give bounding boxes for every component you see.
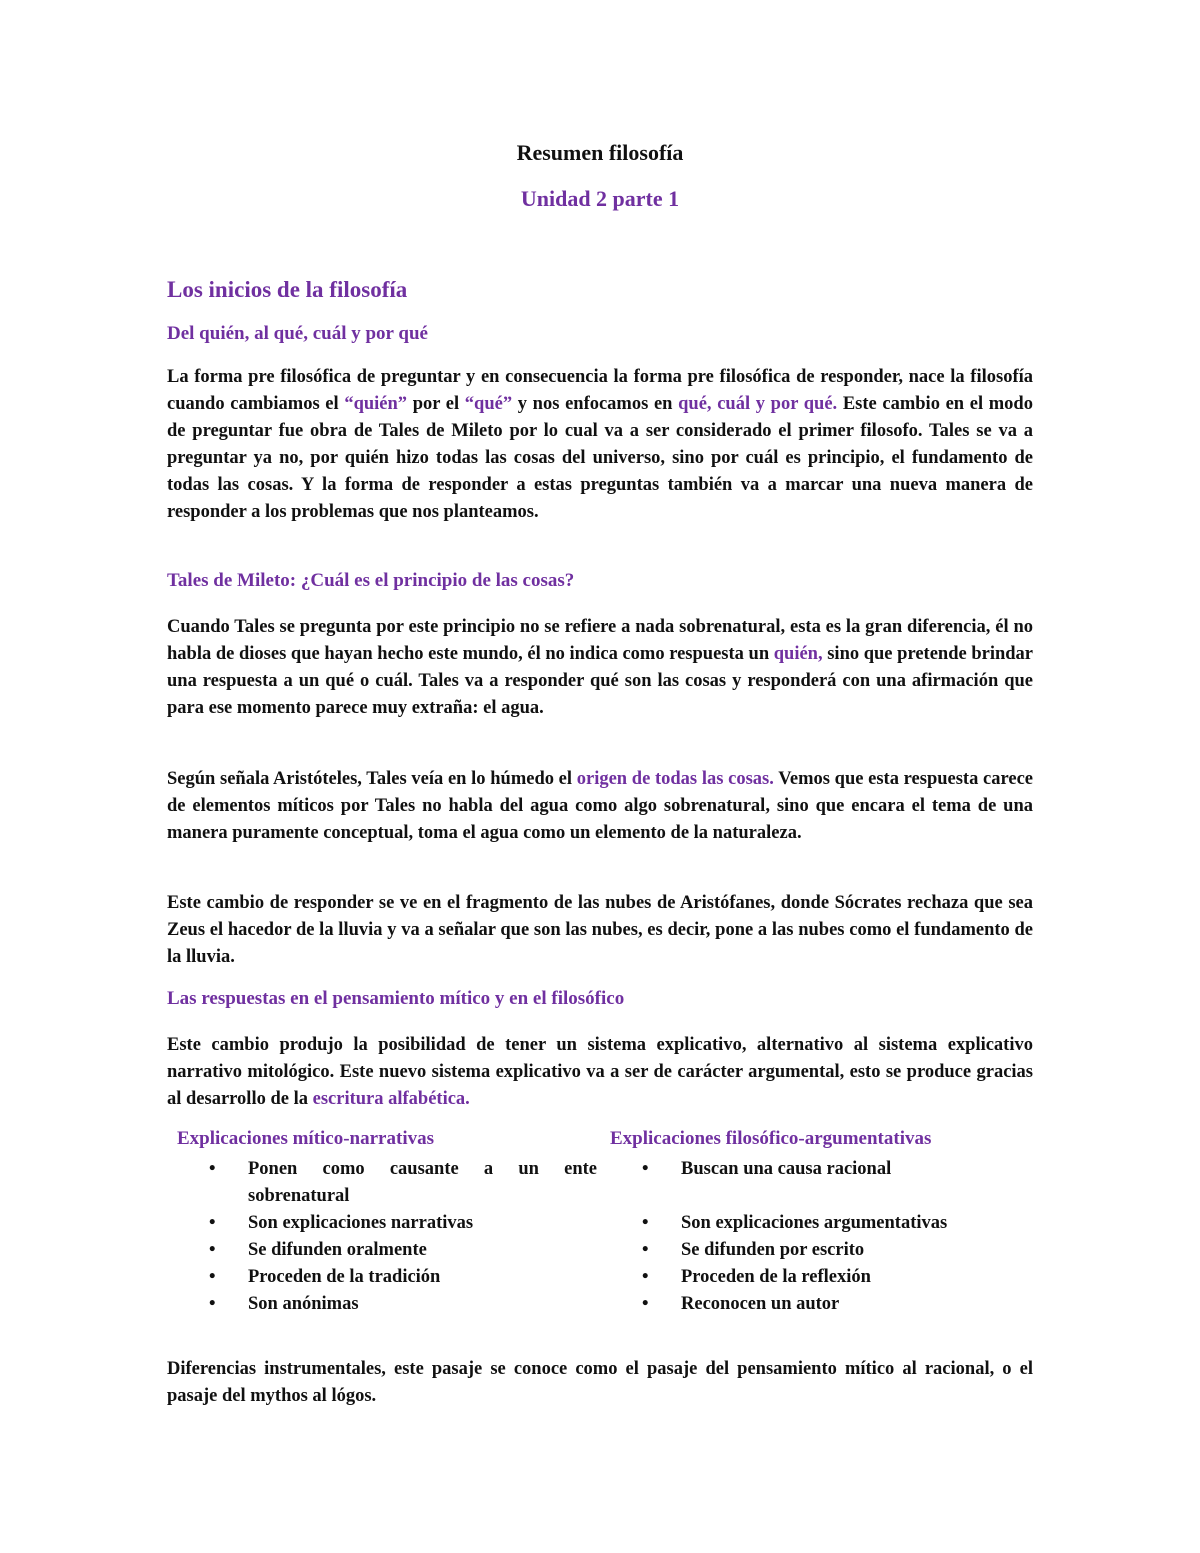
text-run: Vemos que esta respuesta carece de elementos míticos por Tales no habla del agua como algo sobrenatural, sino que encara el tema de una manera puramente conceptual, toma el agua como un elemento de la naturaleza. bbox=[167, 769, 1034, 843]
bullet-icon: • bbox=[209, 1213, 216, 1233]
section-heading: Los inicios de la filosofía bbox=[167, 277, 408, 302]
paragraph-segun-aristoteles bbox=[167, 766, 1033, 847]
text-run: Según señala Aristóteles, Tales veía en lo húmedo el bbox=[167, 769, 577, 789]
list-item bbox=[610, 1156, 1033, 1183]
paragraph-sistema-explicativo bbox=[167, 1032, 1033, 1113]
bullet-list-left bbox=[177, 1156, 597, 1318]
paragraph-forma-pre-filosofica bbox=[167, 364, 1033, 526]
list-item bbox=[177, 1264, 597, 1291]
document-title: Resumen filosofía bbox=[516, 140, 684, 165]
paragraph-nubes-aristofanes: Este cambio de responder se ve en el fragmento de las nubes de Aristófanes, donde Sócrates rechaza que sea Zeus el hacedor de la lluvia y va a señalar que son las nubes, es decir, pone a las nubes como el fundamento de la lluvia. bbox=[167, 893, 1033, 967]
list-item-text: Proceden de la reflexión bbox=[681, 1267, 871, 1287]
text-run: Este cambio produjo la posibilidad de tener un sistema explicativo, alternativo al sistema explicativo narrativo mitológico. Este nuevo sistema explicativo va a ser de carácter argumental, esto se produce gracias al desarrollo de la bbox=[167, 1035, 1033, 1109]
bullet-icon: • bbox=[209, 1294, 216, 1314]
list-item-text: Son anónimas bbox=[248, 1294, 359, 1314]
bullet-icon: • bbox=[642, 1294, 649, 1314]
list-spacer bbox=[610, 1183, 1033, 1210]
highlight-quien: “quién” bbox=[344, 394, 408, 414]
list-item-text: Ponen como causante a un ente sobrenatural bbox=[248, 1159, 597, 1206]
bullet-icon: • bbox=[209, 1240, 216, 1260]
column-filosofico-argumentativas bbox=[610, 1128, 1033, 1318]
heading-tales-de-mileto: Tales de Mileto: ¿Cuál es el principio de las cosas? bbox=[167, 570, 575, 591]
list-item bbox=[177, 1210, 597, 1237]
bullet-icon: • bbox=[642, 1213, 649, 1233]
heading-del-quien: Del quién, al qué, cuál y por qué bbox=[167, 323, 428, 344]
text-run: Cuando Tales se pregunta por este principio no se refiere a nada sobrenatural, esta es la gran diferencia, él no habla de dioses que hayan hecho este mundo, él no indica como respuesta un bbox=[167, 617, 1033, 664]
list-item-text: Se difunden oralmente bbox=[248, 1240, 427, 1260]
list-item bbox=[610, 1210, 1033, 1237]
highlight-quien-2: quién, bbox=[773, 644, 823, 664]
highlight-que: “qué” bbox=[464, 394, 513, 414]
text-run: y nos enfocamos en bbox=[512, 394, 679, 414]
paragraph-diferencias-instrumentales: Diferencias instrumentales, este pasaje se conoce como el pasaje del pensamiento mítico al racional, o el pasaje del mythos al lógos. bbox=[167, 1359, 1033, 1406]
list-item bbox=[177, 1291, 597, 1318]
highlight-escritura: escritura alfabética. bbox=[312, 1089, 470, 1109]
list-item bbox=[610, 1291, 1033, 1318]
highlight-origen: origen de todas las cosas. bbox=[576, 769, 774, 789]
column-title-right: Explicaciones filosófico-argumentativas bbox=[610, 1128, 932, 1149]
heading-las-respuestas: Las respuestas en el pensamiento mítico y en el filosófico bbox=[167, 988, 625, 1009]
bullet-icon: • bbox=[642, 1159, 649, 1179]
list-item-text: Proceden de la tradición bbox=[248, 1267, 441, 1287]
list-item bbox=[610, 1237, 1033, 1264]
list-item bbox=[177, 1156, 597, 1210]
bullet-list-right bbox=[610, 1156, 1033, 1318]
text-run: Este cambio en el modo de preguntar fue obra de Tales de Mileto por lo cual va a ser considerado el primer filosofo. Tales se va a preguntar ya no, por quién hizo todas las cosas del universo, sino por cuál es principio, el fundamento de todas las cosas. Y la forma de responder a estas preguntas también va a marcar una nueva manera de responder a los problemas que nos planteamos. bbox=[167, 394, 1033, 522]
list-item-text: Son explicaciones narrativas bbox=[248, 1213, 474, 1233]
list-item bbox=[610, 1264, 1033, 1291]
bullet-icon: • bbox=[642, 1267, 649, 1287]
bullet-icon: • bbox=[209, 1267, 216, 1287]
bullet-icon: • bbox=[209, 1159, 216, 1179]
text-run: sino que pretende brindar una respuesta a un qué o cuál. Tales va a responder qué son las cosas y responderá con una afirmación que para ese momento parece muy extraña: el agua. bbox=[167, 644, 1034, 718]
paragraph-cuando-tales bbox=[167, 614, 1033, 722]
list-item-text: Son explicaciones argumentativas bbox=[681, 1213, 948, 1233]
list-item-text: Se difunden por escrito bbox=[681, 1240, 865, 1260]
text-run: por el bbox=[407, 394, 465, 414]
list-item bbox=[177, 1237, 597, 1264]
bullet-icon: • bbox=[642, 1240, 649, 1260]
text-run: La forma pre filosófica de preguntar y en consecuencia la forma pre filosófica de responder, nace la filosofía cuando cambiamos el bbox=[167, 367, 1033, 414]
highlight-que-cual-por-que: qué, cuál y por qué. bbox=[678, 394, 838, 414]
column-title-left: Explicaciones mítico-narrativas bbox=[177, 1128, 434, 1149]
list-item-text: Reconocen un autor bbox=[681, 1294, 840, 1314]
document-subtitle: Unidad 2 parte 1 bbox=[520, 186, 680, 211]
list-item-text: Buscan una causa racional bbox=[681, 1159, 892, 1179]
column-mitico-narrativas bbox=[177, 1128, 597, 1318]
